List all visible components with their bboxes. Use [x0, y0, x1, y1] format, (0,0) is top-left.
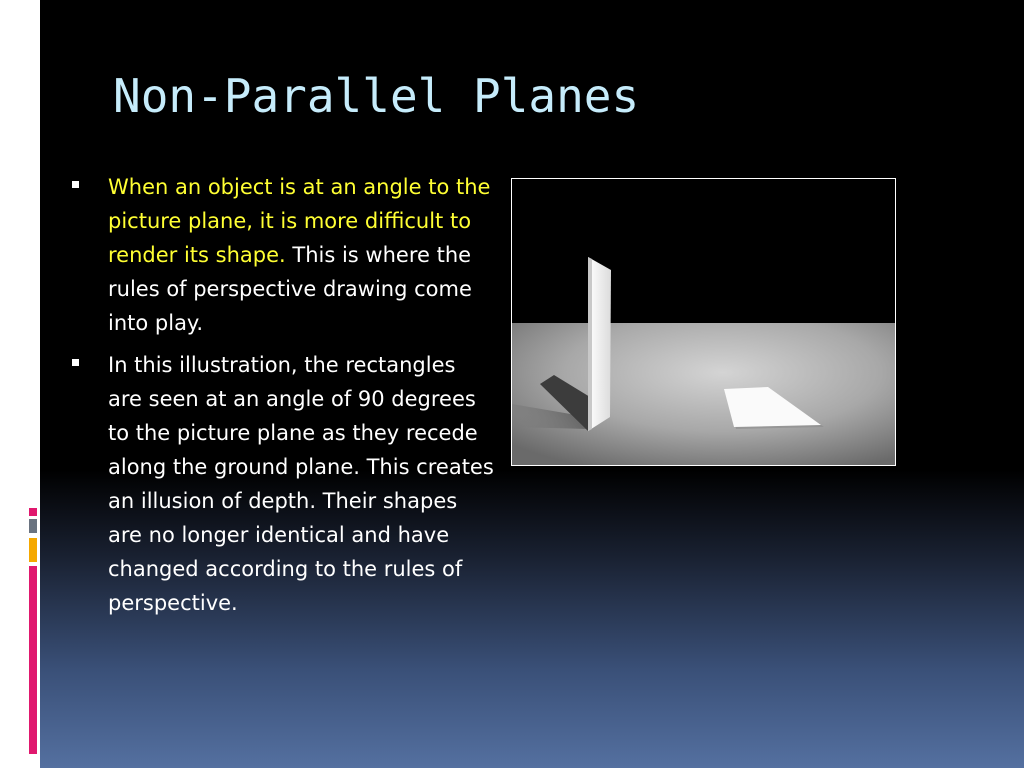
bullet-2-text: In this illustration, the rectangles are seen at an angle of 90 degrees to the picture plane as they recede along the ground plane. This creates an illusion of depth. Their shapes are no longer identical and have changed according to the rules of perspective. — [108, 353, 494, 615]
slide-title: Non-Parallel Planes — [113, 69, 640, 123]
bullet-list — [70, 170, 495, 628]
accent-bar-pink-small — [29, 508, 37, 516]
bullet-item-2 — [70, 348, 495, 620]
square-bullet-icon — [72, 181, 79, 188]
accent-bar-gray — [29, 519, 37, 533]
accent-bar-orange — [29, 538, 37, 562]
bullet-item-1 — [70, 170, 495, 340]
accent-bar-pink-long — [29, 566, 37, 754]
bullet-1-rest-text: This is where the rules of perspective drawing come into play. — [108, 243, 472, 335]
bullet-1-highlight-text: When an object is at an angle to the picture plane, it is more difficult to render its shape. — [108, 175, 491, 267]
square-bullet-icon — [72, 359, 79, 366]
perspective-rectangles-illustration — [511, 178, 896, 466]
